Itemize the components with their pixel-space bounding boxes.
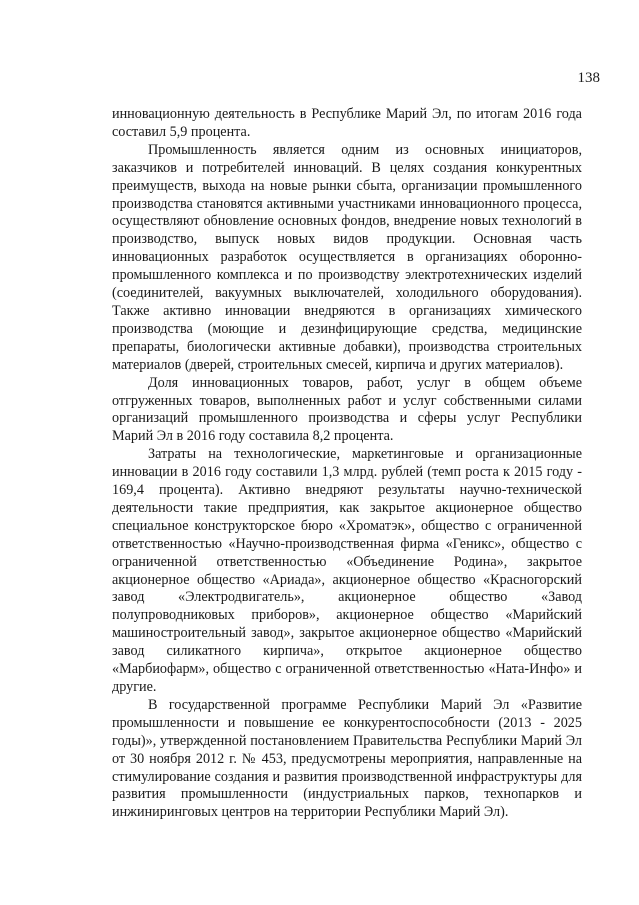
paragraph-continuation: инновационную деятельность в Республике Марий Эл, по итогам 2016 года составил 5,9 процента.: [112, 106, 582, 140]
paragraph: В государственной программе Республики Марий Эл «Развитие промышленности и повышение ее конкурентоспособности (2013 - 2025 годы)», утвержденной постановлением Правительства Республики Марий Эл от 30 ноября 2012 г. № 453, предусмотрены мероприятия, направленные на стимулирование создания и развития производственной инфраструктуры для развития промышленности (индустриальных парков, технопарков и инжиниринговых центров на территории Республики Марий Эл).: [112, 696, 582, 821]
paragraph: Доля инновационных товаров, работ, услуг в общем объеме отгруженных товаров, выполненных работ и услуг собственными силами организаций промышленного производства и сферы услуг Республики Марий Эл в 2016 году составила 8,2 процента.: [112, 374, 582, 445]
page-number: 138: [577, 70, 600, 86]
paragraph: Затраты на технологические, маркетинговые и организационные инновации в 2016 году составили 1,3 млрд. рублей (темп роста к 2015 году - 169,4 процента). Активно внедряют результаты научно-технической деятельности такие предприятия, как закрытое акционерное общество специальное конструкторское бюро «Хроматэк», общество с ограниченной ответственностью «Научно-производственная фирма «Геникс», общество с ограниченной ответственностью «Объединение Родина», закрытое акционерное общество «Ариада», акционерное общество «Красногорский завод «Электродвигатель», акционерное общество «Завод полупроводниковых приборов», акционерное общество «Марийский машиностроительный завод», закрытое акционерное общество «Марийский завод силикатного кирпича», открытое акционерное общество «Марбиофарм», общество с ограниченной ответственностью «Ната-Инфо» и другие.: [112, 446, 582, 695]
paragraph: Промышленность является одним из основных инициаторов, заказчиков и потребителей инноваций. В целях создания конкурентных преимуществ, выхода на новые рынки сбыта, организации промышленного производства становятся активными участниками инновационного процесса, осуществляют обновление основных фондов, внедрение новых технологий в производство, выпуск новых видов продукции. Основная часть инновационных разработок осуществляется в организациях оборонно-промышленного комплекса и по производству электротехнических изделий (соединителей, вакуумных выключателей, холодильного оборудования). Также активно инновации внедряются в организациях химического производства (моющие и дезинфицирующие средства, медицинские препараты, биологически активные добавки), производства строительных материалов (дверей, строительных смесей, кирпича и других материалов).: [112, 141, 582, 373]
body-text: [112, 106, 582, 822]
